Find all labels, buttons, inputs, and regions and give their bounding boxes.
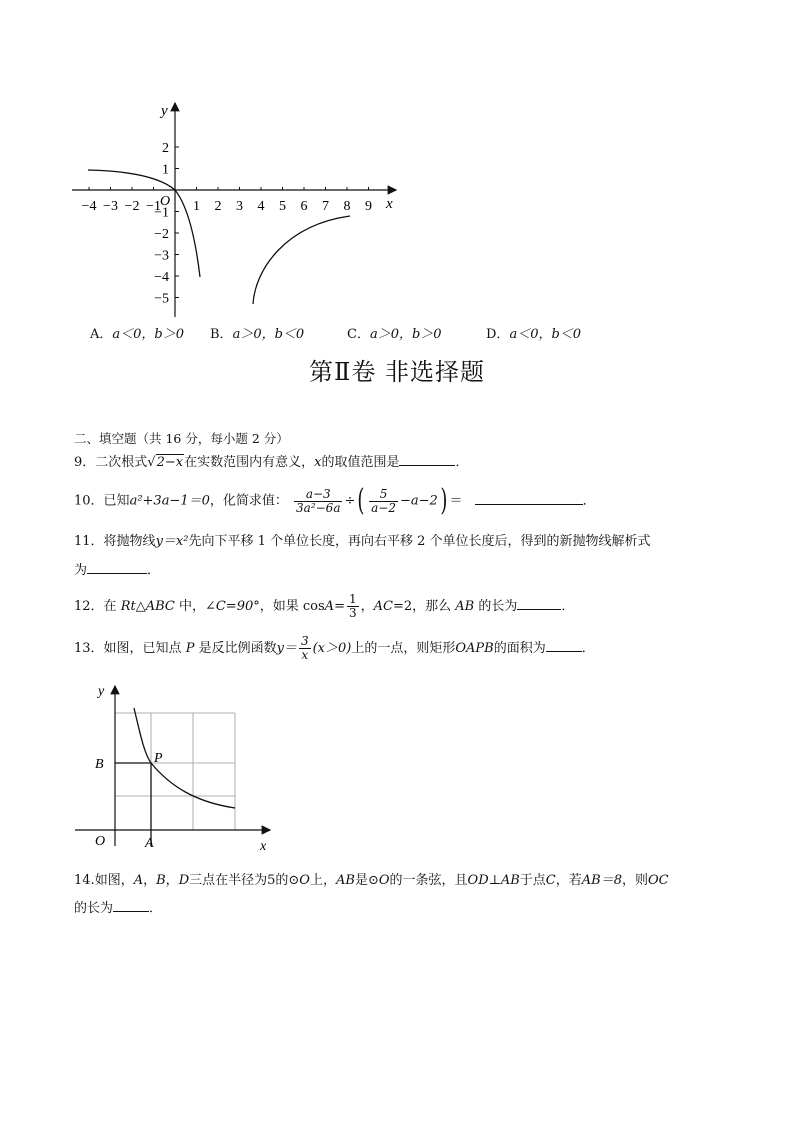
x-tick-label: 6 [300,199,308,214]
x-tick-label: 4 [257,199,265,214]
y-axis-label: y [161,103,168,119]
answer-blank-9[interactable] [399,453,455,466]
x-tick-label: 8 [343,199,351,214]
graph-hyperbola [60,95,410,320]
answer-blank-12[interactable] [517,597,561,610]
answer-blank-11[interactable] [87,561,147,574]
answer-choices [90,323,710,345]
curve-right-branch [253,216,350,304]
x-tick-label: −3 [103,199,118,214]
x-tick-labels [82,187,372,214]
y-tick-label: −3 [154,248,169,264]
hyperbola-curve [134,708,235,808]
label-b: B [95,757,104,772]
y-tick-label: −5 [154,291,169,307]
choice-b[interactable]: B．a＞0，b＜0 [210,327,305,342]
rectangle-oapb [115,763,151,846]
question-13: 13．如图，已知点 P 是反比例函数y＝ $\frac{3}{x}$ (x＞0)上的一点，则矩形OAPB的面积为 ． [74,634,595,662]
grid-lines [115,713,235,830]
x-tick-label: −1 [146,199,161,214]
label-a: A [145,836,154,851]
x-axis-label: x [386,196,393,212]
choice-a[interactable]: A．a＜0，b＞0 [90,327,185,342]
y-tick-label: 1 [162,162,169,178]
y-tick-label: −2 [154,227,169,242]
x-tick-label: 5 [279,199,286,214]
question-12: 12．在 Rt△ABC 中，∠C=90°，如果 cosA= $\frac{1}{3}$ ，AC=2，那么 AB 的长为 ． [74,592,575,620]
y-tick-label: 2 [162,141,169,156]
part-title: 第Ⅱ卷 非选择题 [309,358,485,386]
choice-c[interactable]: C．a＞0，b＞0 [347,327,442,342]
y-tick-label: −4 [154,270,169,285]
question-11: 11．将抛物线y＝x²先向下平移 1 个单位长度，再向右平移 2 个单位长度后，得到的新抛物线解析式 [74,534,651,549]
question-10: 10．已知a²+3a−1＝0，化简求值： $\frac{a-3}{\text{3a²−6a}}$ ÷( $\frac{5}{a-2}$ −a−2) ＝ ． [74,483,596,518]
graph-rectangle-oapb [70,678,285,853]
curve-left-branch [88,170,200,277]
x-tick-label: 1 [193,199,200,214]
x-tick-label: −4 [81,199,97,214]
question-14: 14.如图，A，B，D三点在半径为5的⊙O上，AB是⊙O的一条弦，且OD⊥AB于点C，若AB＝8，则OC [74,873,669,888]
x-tick-label: 2 [214,199,222,214]
question-11-line2: 为 ． [74,563,161,578]
y-tick-label: −1 [154,205,169,221]
answer-blank-14[interactable] [113,899,149,912]
origin-label: O [160,194,171,209]
answer-blank-10[interactable] [475,492,583,505]
answer-blank-13[interactable] [546,639,582,652]
x-tick-label: 3 [236,199,243,214]
question-14-line2: 的长为 ． [74,901,163,916]
x-tick-label: 7 [322,199,329,214]
choice-d[interactable]: D．a＜0，b＜0 [486,327,582,342]
section-title: 二、填空题（共 16 分，每小题 2 分） [74,431,289,446]
label-o: O [95,834,106,849]
x-tick-label: −2 [124,199,140,214]
x-tick-label: 9 [365,199,372,214]
label-x: x [260,839,267,853]
question-9: 9．二次根式√2−x在实数范围内有意义，x的取值范围是 ． [74,455,469,470]
label-p: P [154,751,163,766]
label-y: y [98,684,105,699]
